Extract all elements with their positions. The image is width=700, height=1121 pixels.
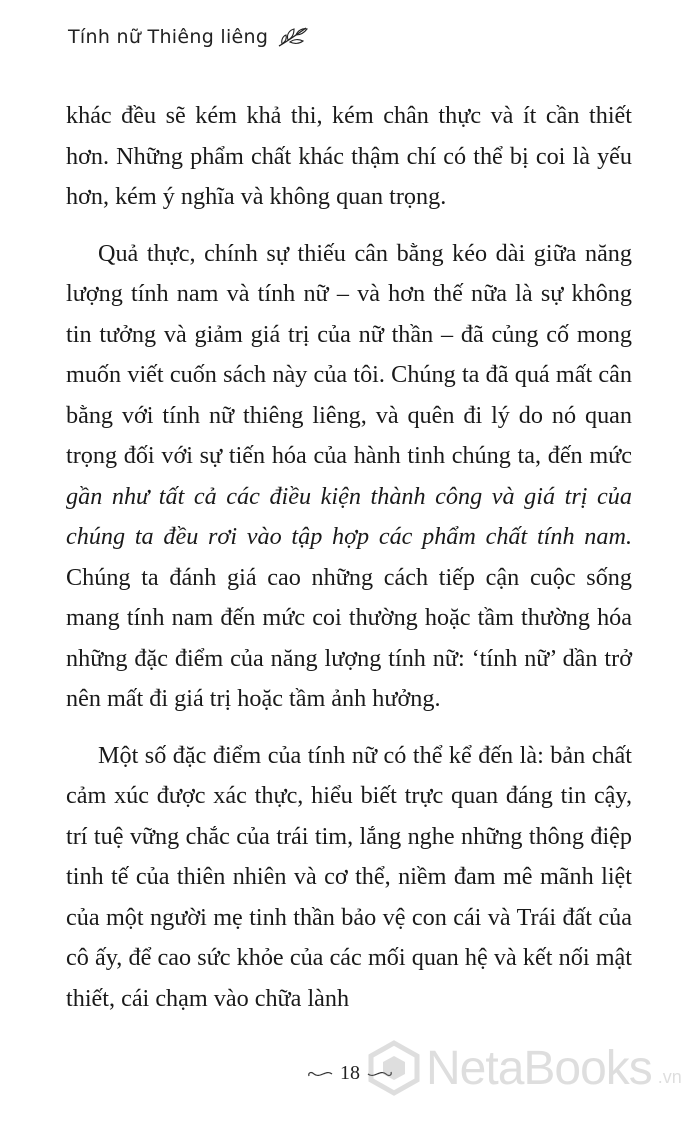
netabooks-watermark (368, 1040, 682, 1096)
running-title: Tính nữ Thiêng liêng (68, 26, 269, 48)
swirl-left-icon (306, 1067, 334, 1081)
page-number: 18 (340, 1062, 360, 1084)
paragraph-2: Quả thực, chính sự thiếu cân bằng kéo dài giữa năng lượng tính nam và tính nữ – và hơn thế nữa là sự không tin tưởng và giảm giá trị của nữ thần – đã củng cố mong muốn viết cuốn sách này của tôi. Chúng ta đã quá mất cân bằng với tính nữ thiêng liêng, và quên đi lý do nó quan trọng đối với sự tiến hóa của hành tinh chúng ta, đến mức gần như tất cả các điều kiện thành công và giá trị của chúng ta đều rơi vào tập hợp các phẩm chất tính nam. Chúng ta đánh giá cao những cách tiếp cận cuộc sống mang tính nam đến mức coi thường hoặc tầm thường hóa những đặc điểm của năng lượng tính nữ: ‘tính nữ’ dần trở nên mất đi giá trị hoặc tầm ảnh hưởng. (66, 239, 632, 712)
hexagon-logo-icon (368, 1040, 420, 1096)
leaf-sprig-icon (276, 24, 310, 50)
watermark-brand: NetaBooks (426, 1041, 652, 1095)
running-header (68, 24, 310, 50)
paragraph-1: khác đều sẽ kém khả thi, kém chân thực và ít cần thiết hơn. Những phẩm chất khác thậm chí có thể bị coi là yếu hơn, kém ý nghĩa và không quan trọng. (66, 102, 632, 210)
watermark-domain: .vn (657, 1066, 682, 1087)
paragraph-3: Một số đặc điểm của tính nữ có thể kể đến là: bản chất cảm xúc được xác thực, hiểu biết trực quan đáng tin cậy, trí tuệ vững chắc của trái tim, lắng nghe những thông điệp tinh tế của thiên nhiên và cơ thể, niềm đam mê mãnh liệt của một người mẹ tinh thần bảo vệ con cái và Trái đất của cô ấy, để cao sức khỏe của các mối quan hệ và kết nối mật thiết, cái chạm vào chữa lành (66, 741, 632, 1012)
italic-emphasis: gần như tất cả các điều kiện thành công và giá trị của chúng ta đều rơi vào tập hợp các phẩm chất tính nam. (66, 482, 632, 550)
page-body (66, 96, 632, 1035)
